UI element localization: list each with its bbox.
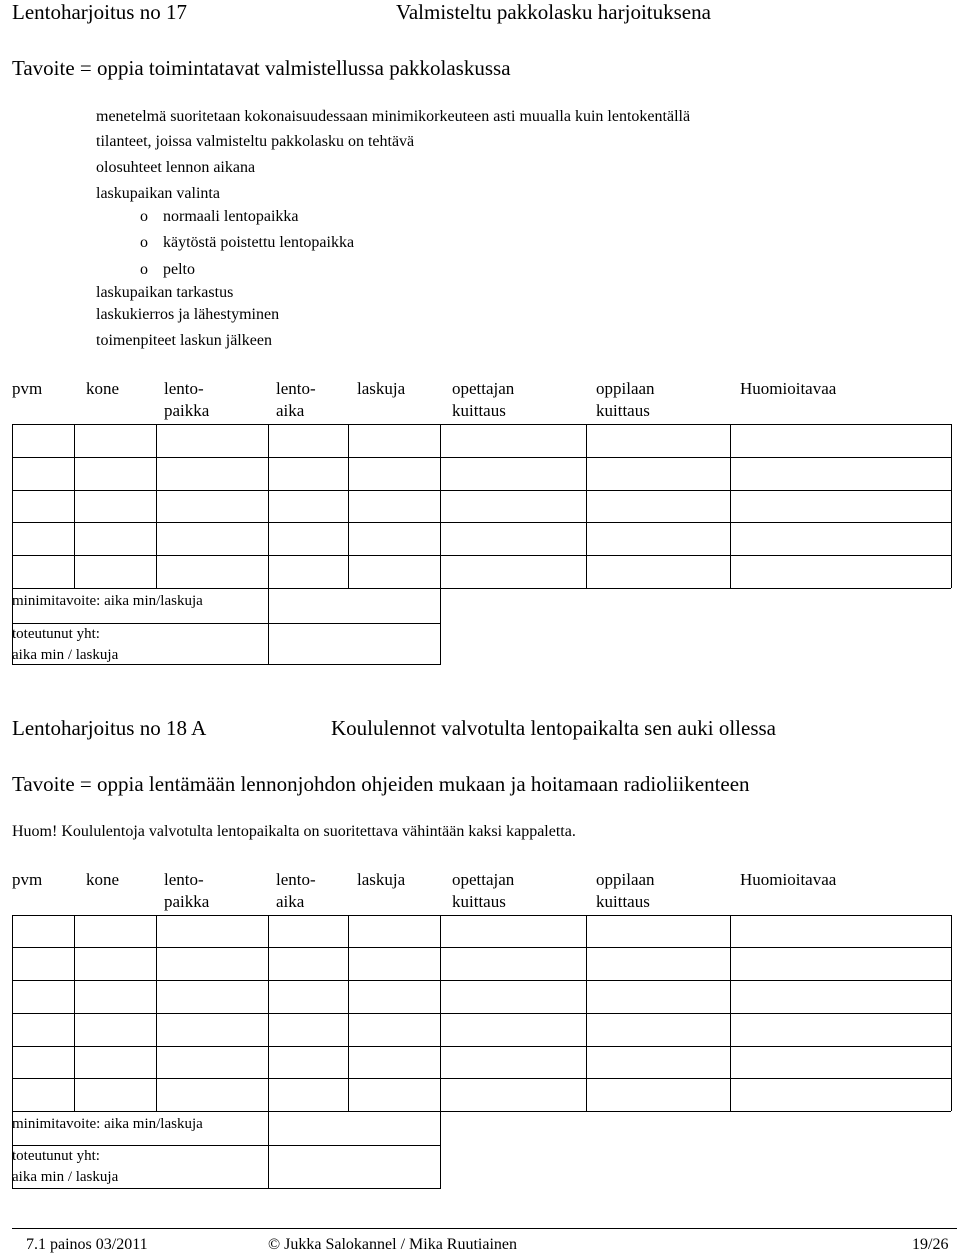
col-kone: kone: [86, 379, 120, 398]
col-opettajan-l2: kuittaus: [452, 401, 506, 420]
col-lentopaikka: [164, 869, 209, 913]
col-oppilaan-kuittaus: [596, 378, 655, 422]
list-item: olosuhteet lennon aikana: [96, 159, 256, 176]
sub-bullet: o: [140, 261, 148, 278]
toteutunut-l1: toteutunut yht:: [12, 1148, 100, 1164]
exercise-subtitle-2: Koululennot valvotulta lentopaikalta sen auki ollessa: [331, 716, 776, 740]
col-lentopaikka-l1: lento-: [164, 379, 204, 398]
col-oppilaan-l1: oppilaan: [596, 379, 655, 398]
exercise-title: Lentoharjoitus no 17: [12, 0, 187, 24]
col-lentoaika: [276, 869, 316, 913]
toteutunut-l2: aika min / laskuja: [12, 647, 119, 663]
list-item: laskupaikan valinta: [96, 185, 220, 202]
note-text: Huom! Koululentoja valvotulta lentopaikalta on suoritettava vähintään kaksi kappaletta.: [12, 823, 576, 840]
sub-list-item: käytöstä poistettu lentopaikka: [163, 234, 355, 251]
col-huomioitavaa: Huomioitavaa: [740, 379, 837, 398]
toteutunut-l1: toteutunut yht:: [12, 626, 100, 642]
goal-text: Tavoite = oppia toimintatavat valmistellussa pakkolaskussa: [12, 56, 511, 80]
col-opettajan-l1: opettajan: [452, 379, 515, 398]
minimitavoite-label: minimitavoite: aika min/laskuja: [12, 1116, 203, 1132]
col-opettajan-kuittaus: [452, 869, 514, 913]
list-item: menetelmä suoritetaan kokonaisuudessaan minimikorkeuteen asti muualla kuin lentokentällä: [96, 108, 691, 125]
col-laskuja: laskuja: [357, 379, 406, 398]
col-opettajan-l1: opettajan: [452, 870, 515, 889]
col-lentoaika-l2: aika: [276, 892, 305, 911]
col-oppilaan-kuittaus: [596, 869, 655, 913]
goal-text-2: Tavoite = oppia lentämään lennonjohdon ohjeiden mukaan ja hoitamaan radioliikenteen: [12, 772, 750, 796]
col-opettajan-kuittaus: [452, 378, 514, 422]
col-oppilaan-l2: kuittaus: [596, 401, 650, 420]
list-item: tilanteet, joissa valmisteltu pakkolasku on tehtävä: [96, 133, 415, 150]
list-item: laskukierros ja lähestyminen: [96, 306, 280, 323]
list-item: toimenpiteet laskun jälkeen: [96, 332, 272, 349]
col-lentopaikka-l1: lento-: [164, 870, 204, 889]
list-item: laskupaikan tarkastus: [96, 284, 234, 301]
col-pvm: pvm: [12, 379, 43, 398]
sub-list-item: pelto: [163, 261, 195, 278]
col-lentoaika-l1: lento-: [276, 379, 316, 398]
exercise-title-2: Lentoharjoitus no 18 A: [12, 716, 207, 740]
toteutunut-l2: aika min / laskuja: [12, 1169, 119, 1185]
col-huomioitavaa: Huomioitavaa: [740, 870, 837, 889]
col-lentopaikka: [164, 378, 209, 422]
sub-list-item: normaali lentopaikka: [163, 208, 299, 225]
footer-edition: 7.1 painos 03/2011: [26, 1236, 148, 1253]
toteutunut-label: [12, 1146, 118, 1188]
sub-bullet: o: [140, 208, 148, 225]
col-lentoaika: [276, 378, 316, 422]
minimitavoite-label: minimitavoite: aika min/laskuja: [12, 593, 203, 609]
toteutunut-label: [12, 624, 118, 666]
footer-rule: [12, 1228, 957, 1229]
col-pvm: pvm: [12, 870, 43, 889]
col-lentopaikka-l2: paikka: [164, 401, 210, 420]
col-lentoaika-l1: lento-: [276, 870, 316, 889]
footer-page-number: 19/26: [912, 1236, 949, 1253]
col-kone: kone: [86, 870, 120, 889]
col-opettajan-l2: kuittaus: [452, 892, 506, 911]
col-laskuja: laskuja: [357, 870, 406, 889]
col-oppilaan-l2: kuittaus: [596, 892, 650, 911]
col-oppilaan-l1: oppilaan: [596, 870, 655, 889]
footer-copyright: © Jukka Salokannel / Mika Ruutiainen: [268, 1236, 518, 1253]
exercise-subtitle: Valmisteltu pakkolasku harjoituksena: [396, 0, 711, 24]
sub-bullet: o: [140, 234, 148, 251]
col-lentoaika-l2: aika: [276, 401, 305, 420]
col-lentopaikka-l2: paikka: [164, 892, 210, 911]
